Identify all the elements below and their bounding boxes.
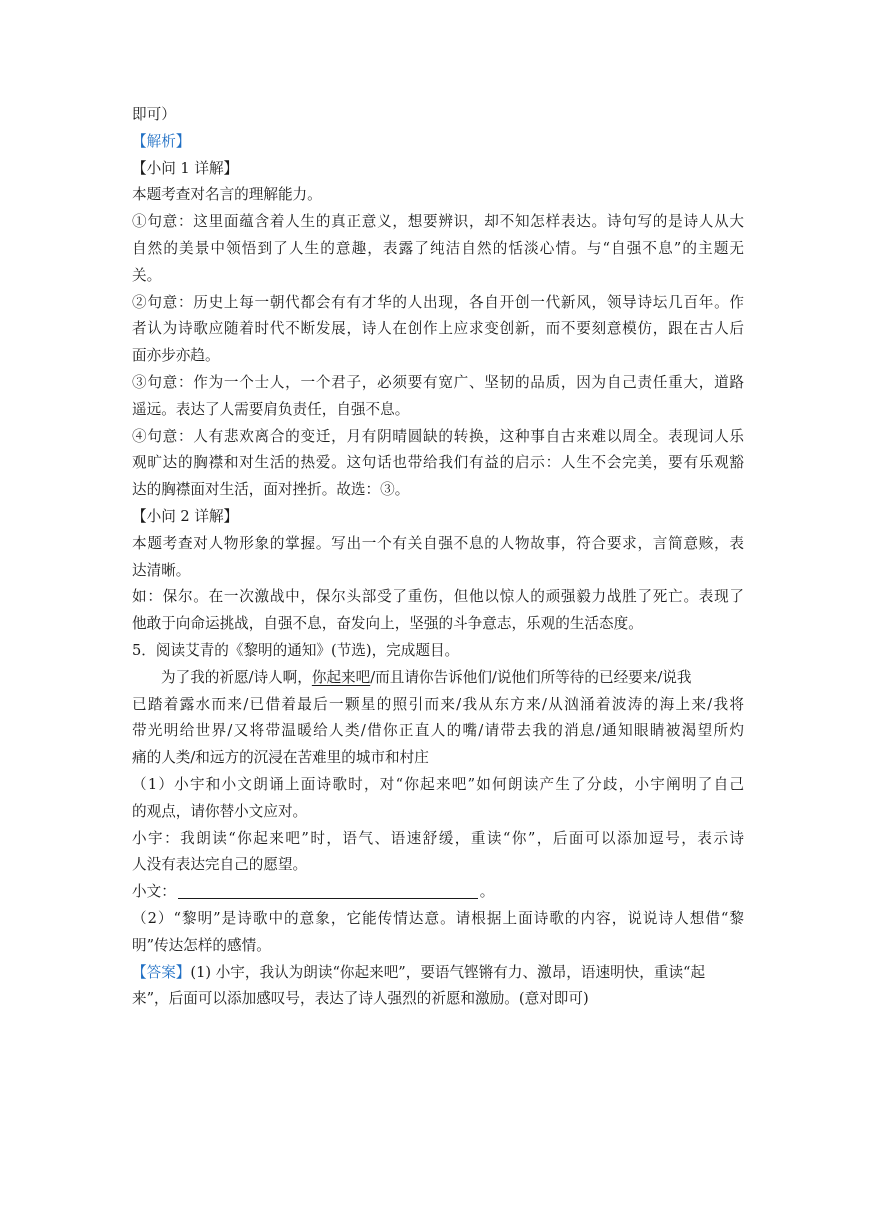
text-line: 面亦步亦趋。 [132,347,220,365]
document-body [132,102,744,1013]
poem-text: /而且请你告诉他们/说他们所等待的已经要来/说我 [370,668,692,686]
poem-line: 痛的人类/和远方的沉浸在苦难里的城市和村庄 [132,749,429,767]
text-line: 观旷达的胸襟和对生活的热爱。这句话也带给我们有益的启示：人生不会完美，要有乐观豁 [132,454,744,472]
poem-text: 为了我的祈愿/诗人啊， [161,668,312,686]
text-line: 即可） [132,106,176,123]
text-line: 来”，后面可以添加感叹号，表达了诗人强烈的祈愿和激励。(意对即可) [132,990,589,1008]
answer-text: (1) 小宇，我认为朗读“你起来吧”，要语气铿锵有力、激昂，语速明快，重读“起 [190,963,706,981]
subquestion-2-heading: 【小问 2 详解】 [132,507,239,525]
text-line: 遥远。表达了人需要肩负责任，自强不息。 [132,400,410,418]
text-line: 的观点，请你替小文应对。 [132,802,308,820]
text-line: （1）小宇和小文朗诵上面诗歌时，对“你起来吧”如何朗读产生了分歧，小宇阐明了自己 [132,775,744,793]
text-line: 小宇：我朗读“你起来吧”时，语气、语速舒缓，重读“你”，后面可以添加逗号，表示诗 [132,829,744,847]
analysis-heading: 【解析】 [132,132,191,150]
text-line: ②句意：历史上每一朝代都会有有才华的人出现，各自开创一代新风，领导诗坛几百年。作 [132,293,744,311]
answer-end: 。 [479,883,495,901]
text-line: 如：保尔。在一次激战中，保尔头部受了重伤，但他以惊人的顽强毅力战胜了死亡。表现了 [132,588,744,606]
text-line: 明”传达怎样的感情。 [132,936,271,954]
poem-line [132,665,744,692]
question-5-heading: 5．阅读艾青的《黎明的通知》(节选)，完成题目。 [132,641,460,659]
text-line: 关。 [132,266,162,284]
answer-heading: 【答案】 [132,963,191,981]
text-line: 本题考查对名言的理解能力。 [132,186,322,204]
subquestion-1-heading: 【小问 1 详解】 [132,159,239,177]
poem-line: 已踏着露水而来/已借着最后一颗星的照引而来/我从东方来/从汹涌着波涛的海上来/我将 [132,695,744,713]
text-line: 达的胸襟面对生活，面对挫折。故选：③。 [132,481,410,499]
answer-blank [178,882,478,899]
answer-paragraph-line [132,960,744,987]
text-line: 本题考查对人物形象的掌握。写出一个有关自强不息的人物故事，符合要求，言简意赅，表 [132,534,744,552]
text-line: ④句意：人有悲欢离合的变迁，月有阴晴圆缺的转换，这种事自古来难以周全。表现词人乐 [132,427,744,445]
poem-line: 带光明给世界/又将带温暖给人类/借你正直人的嘴/请带去我的消息/通知眼睛被渴望所灼 [132,722,744,740]
answer-line [132,879,744,906]
text-line: ③句意：作为一个士人，一个君子，必须要有宽广、坚韧的品质，因为自己责任重大，道路 [132,373,744,391]
text-line: （2）“黎明”是诗歌中的意象，它能传情达意。请根据上面诗歌的内容，说说诗人想借“黎 [132,909,744,927]
answer-label: 小文： [132,883,176,901]
text-line: 人没有表达完自己的愿望。 [132,856,308,874]
text-line: 自然的美景中领悟到了人生的意趣，表露了纯洁自然的恬淡心情。与“自强不息”的主题无 [132,239,744,257]
text-line: ①句意：这里面蕴含着人生的真正意义，想要辨识，却不知怎样表达。诗句写的是诗人从大 [132,213,744,231]
text-line: 者认为诗歌应随着时代不断发展，诗人在创作上应求变创新，而不要刻意模仿，跟在古人后 [132,320,744,338]
text-line: 达清晰。 [132,561,191,579]
underlined-phrase: 你起来吧 [311,668,371,686]
text-line: 他敢于向命运挑战，自强不息，奋发向上，坚强的斗争意志，乐观的生活态度。 [132,615,643,633]
